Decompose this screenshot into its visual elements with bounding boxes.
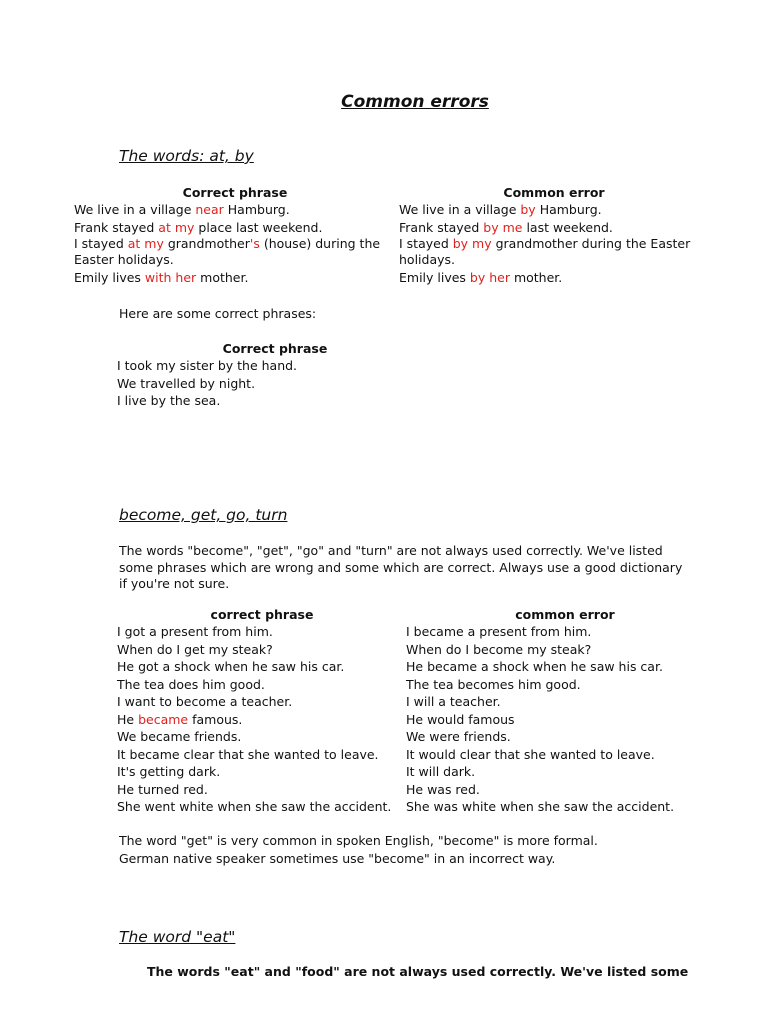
table-row: It's getting dark.	[117, 764, 221, 779]
table-row: Emily lives by her mother.	[399, 270, 563, 285]
list-item: We travelled by night.	[117, 375, 256, 391]
table-row: It would clear that she wanted to leave.	[406, 746, 655, 762]
table-row: He would famous	[406, 711, 515, 727]
table-row: He turned red.	[117, 781, 208, 797]
table-row: It will dark.	[406, 764, 476, 779]
correct-phrase-column	[74, 184, 396, 287]
column-header: correct phrase	[210, 607, 314, 622]
table-row: Frank stayed by me last weekend.	[399, 219, 613, 235]
section-heading-at-by: The words: at, by	[119, 147, 254, 165]
table-row: The tea does him good.	[117, 676, 265, 692]
common-error-column	[406, 606, 724, 816]
table-row: I became a present from him.	[406, 624, 592, 639]
page-title: Common errors	[341, 92, 489, 112]
table-row: I will a teacher.	[406, 694, 501, 709]
correct-phrase-column	[117, 606, 407, 816]
column-header: common error	[515, 607, 615, 622]
section-heading-become: become, get, go, turn	[119, 506, 288, 524]
table-row: He became a shock when he saw his car.	[406, 659, 663, 674]
table-row: She went white when she saw the accident.	[117, 799, 392, 814]
table-row: Emily lives with her mother.	[74, 270, 249, 285]
table-row: I stayed by my grandmother during the Easter holidays.	[399, 236, 691, 267]
table-row: The tea becomes him good.	[406, 676, 581, 692]
list-item: I took my sister by the hand.	[117, 358, 298, 373]
table-row: We live in a village by Hamburg.	[399, 202, 602, 217]
table-row: We became friends.	[117, 729, 242, 744]
table-row: She was white when she saw the accident.	[406, 799, 675, 814]
intro-text: Here are some correct phrases:	[119, 306, 317, 321]
section-paragraph: The words "become", "get", "go" and "turn" are not always used correctly. We've listed some phrases which are wrong and some which are correct. Always use a good dictionary if you're not sure.	[119, 543, 683, 591]
table-row: We were friends.	[406, 729, 511, 744]
section-heading-eat: The word "eat"	[119, 928, 236, 946]
correct-phrases-list	[117, 340, 433, 410]
column-header: Correct phrase	[222, 341, 328, 356]
table-row: We live in a village near Hamburg.	[74, 202, 290, 217]
list-item: I live by the sea.	[117, 393, 221, 408]
table-row: I want to become a teacher.	[117, 694, 293, 709]
table-row: He got a shock when he saw his car.	[117, 659, 345, 674]
table-row: I stayed at my grandmother's (house) during the Easter holidays.	[74, 236, 381, 267]
table-row: He was red.	[406, 781, 480, 797]
column-header: Common error	[503, 185, 605, 200]
table-row: I got a present from him.	[117, 624, 273, 639]
table-row: It became clear that she wanted to leave.	[117, 746, 379, 762]
common-error-column	[399, 184, 709, 287]
column-header: Correct phrase	[182, 185, 288, 200]
section-paragraph: The words "eat" and "food" are not always used correctly. We've listed some	[147, 964, 689, 979]
note-paragraph: The word "get" is very common in spoken English, "become" is more formal. German native speaker sometimes use "become" in an incorrect way.	[119, 833, 598, 866]
table-row: When do I get my steak?	[117, 641, 273, 657]
table-row: When do I become my steak?	[406, 641, 592, 657]
table-row: Frank stayed at my place last weekend.	[74, 219, 323, 235]
table-row: He became famous.	[117, 711, 243, 727]
